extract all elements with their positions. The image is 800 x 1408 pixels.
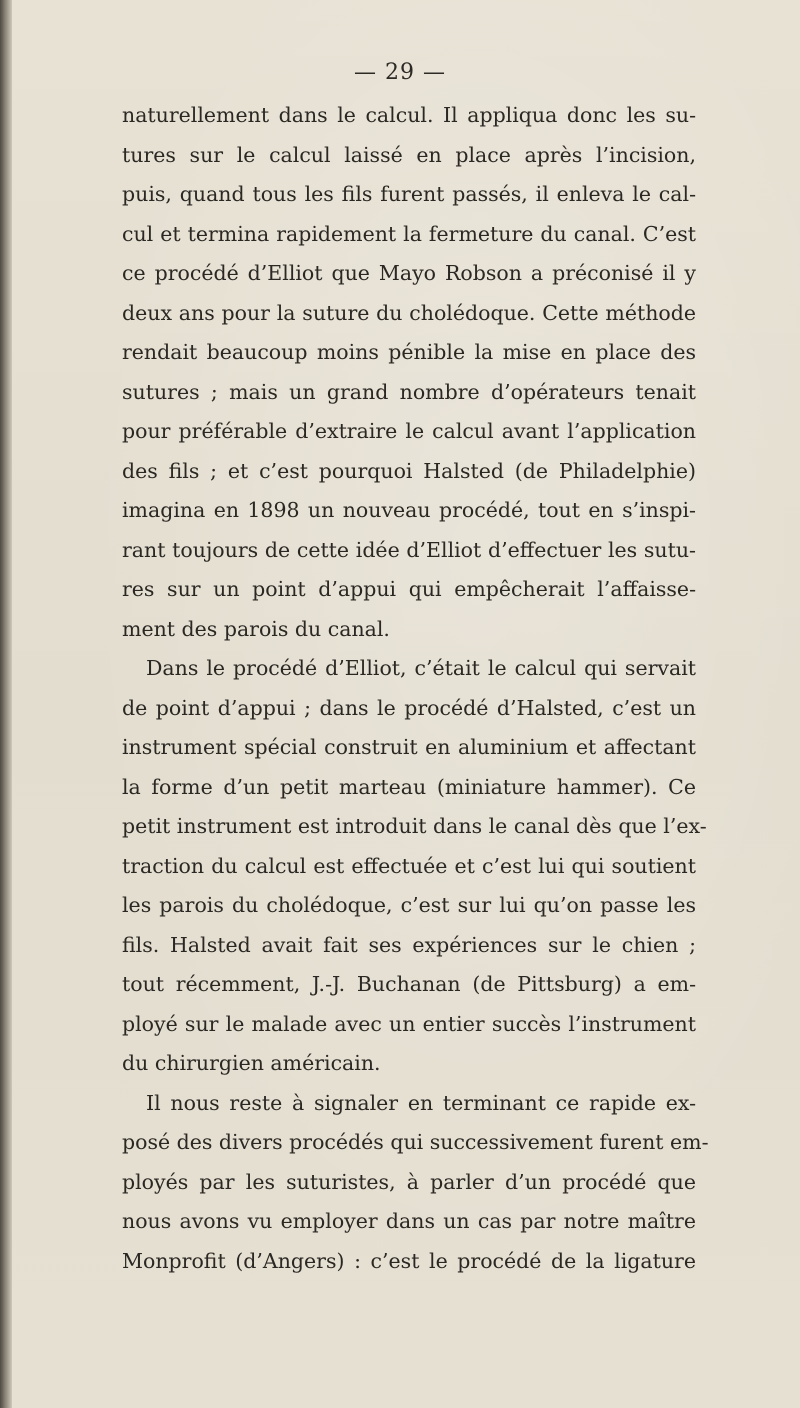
text-line: imagina en 1898 un nouveau procédé, tout en s’inspi-	[122, 498, 696, 522]
body-text	[122, 96, 709, 1281]
paragraph-start-line: Il nous reste à signaler en terminant ce rapide ex-	[146, 1090, 696, 1115]
text-line: posé des divers procédés qui successivement furent em-	[122, 1130, 709, 1154]
page-number: — 29 —	[354, 60, 446, 85]
text-line: puis, quand tous les fils furent passés, il enleva le cal-	[122, 182, 696, 206]
text-line: des fils ; et c’est pourquoi Halsted (de Philadelphie)	[122, 458, 696, 483]
text-line: sutures ; mais un grand nombre d’opérateurs tenait	[122, 379, 696, 404]
text-line: rendait beaucoup moins pénible la mise en place des	[122, 340, 696, 364]
text-line: Monprofit (d’Angers) : c’est le procédé de la ligature	[122, 1248, 696, 1273]
text-line: petit instrument est introduit dans le canal dès que l’ex-	[122, 814, 707, 838]
text-line: traction du calcul est effectuée et c’est lui qui soutient	[122, 853, 696, 878]
text-line: fils. Halsted avait fait ses expériences sur le chien ;	[122, 932, 696, 957]
text-line: tout récemment, J.-J. Buchanan (de Pittsburg) a em-	[122, 972, 696, 996]
text-line: naturellement dans le calcul. Il appliqua donc les su-	[122, 103, 696, 127]
text-line: rant toujours de cette idée d’Elliot d’effectuer les sutu-	[122, 537, 696, 562]
text-line: cul et termina rapidement la fermeture du canal. C’est	[122, 221, 696, 246]
text-line: ployé sur le malade avec un entier succès l’instrument	[122, 1011, 696, 1036]
text-line: instrument spécial construit en aluminium et affectant	[122, 735, 696, 759]
text-line: ce procédé d’Elliot que Mayo Robson a préconisé il y	[122, 261, 696, 285]
text-line: les parois du cholédoque, c’est sur lui qu’on passe les	[122, 893, 696, 917]
paragraph-start-line: Dans le procédé d’Elliot, c’était le calcul qui servait	[146, 656, 696, 680]
paragraph-end-line: ment des parois du canal.	[122, 616, 390, 641]
text-line: deux ans pour la suture du cholédoque. Cette méthode	[122, 300, 696, 325]
text-line: pour préférable d’extraire le calcul avant l’application	[122, 419, 696, 443]
text-line: de point d’appui ; dans le procédé d’Halsted, c’est un	[122, 695, 696, 720]
binding-edge	[0, 0, 12, 1408]
text-line: ployés par les suturistes, à parler d’un procédé que	[122, 1169, 696, 1194]
text-line: tures sur le calcul laissé en place après l’incision,	[122, 142, 696, 167]
text-line: res sur un point d’appui qui empêcherait l’affaisse-	[122, 577, 696, 601]
text-line: nous avons vu employer dans un cas par notre maître	[122, 1209, 696, 1233]
paragraph-end-line: du chirurgien américain.	[122, 1051, 381, 1075]
text-line: la forme d’un petit marteau (miniature hammer). Ce	[122, 774, 696, 799]
